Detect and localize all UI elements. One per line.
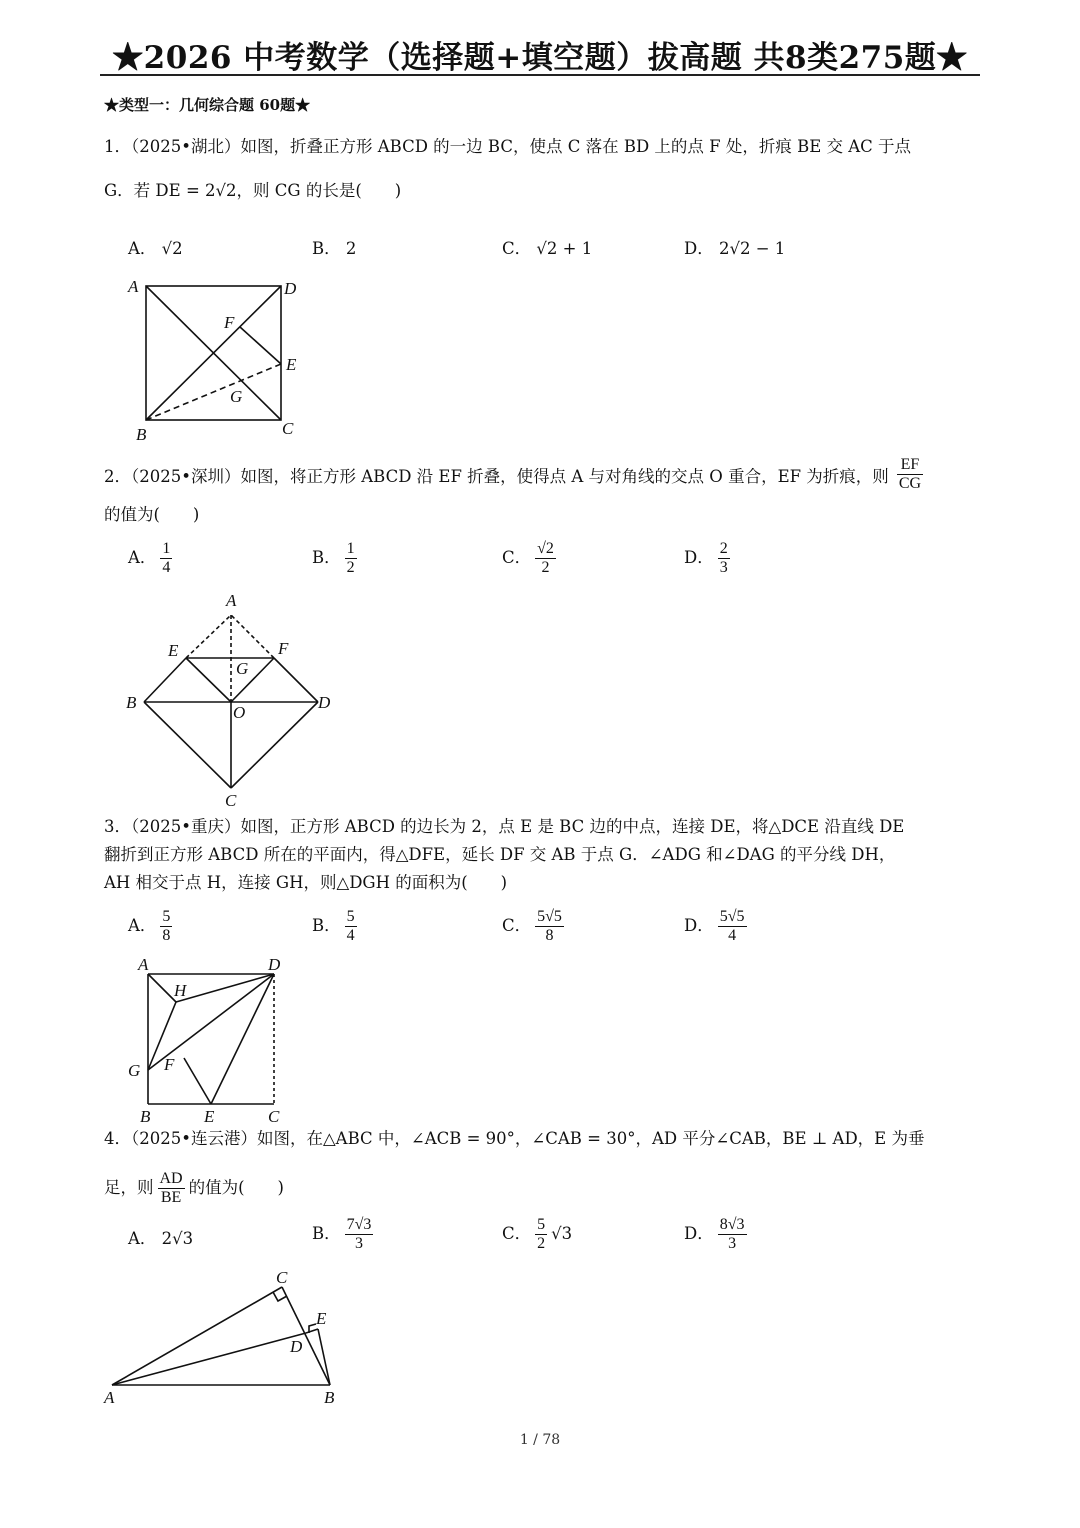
q4-option-a[interactable]: A． 2√3 <box>128 1229 194 1248</box>
q1-stem-line-1: 1．（2025•湖北）如图，折叠正方形 ABCD 的一边 BC，使点 C 落在 BD 上的点 F 处，折痕 BE 交 AC 于点 <box>104 137 912 156</box>
q4-option-c[interactable]: C． $\frac{5}{2}$ √3 <box>502 1216 573 1252</box>
q2-stem-line-2: 的值为( ) <box>104 505 200 524</box>
q4-option-b[interactable]: B． $\frac{7√3}{3}$ <box>312 1216 372 1252</box>
q3-label-e: E <box>204 1107 215 1126</box>
q2-stem-line-1: 2．（2025•深圳）如图，将正方形 ABCD 沿 EF 折叠，使得点 A 与对角线的交点 O 重合，EF 为折痕，则 $\frac{EF}{CG}$ <box>104 456 922 492</box>
q1-option-c[interactable]: C． √2 + 1 <box>502 239 593 258</box>
q3-label-a: A <box>138 955 149 974</box>
q2-option-c[interactable]: C． $\frac{√2}{2}$ <box>502 540 554 576</box>
q3-label-f: F <box>164 1055 175 1074</box>
q3-stem-line-2: 翻折到正方形 ABCD 所在的平面内，得△DFE，延长 DF 交 AB 于点 G．∠ADG 和∠DAG 的平分线 DH， <box>104 845 896 864</box>
q4-option-d[interactable]: D． $\frac{8√3}{3}$ <box>684 1216 745 1252</box>
q3-option-d[interactable]: D． $\frac{5√5}{4}$ <box>684 908 745 944</box>
q2-figure <box>122 590 337 810</box>
q3-label-d: D <box>268 955 281 974</box>
q2-label-o: O <box>233 703 246 722</box>
section-heading: ★类型一：几何综合题 60题★ <box>104 96 311 114</box>
q3-label-g: G <box>128 1061 141 1080</box>
q2-option-b[interactable]: B． $\frac{1}{2}$ <box>312 540 355 576</box>
title-divider <box>100 74 980 76</box>
q1-label-f: F <box>224 313 235 332</box>
q2-ratio-fraction: $\frac{EF}{CG}$ <box>898 456 922 492</box>
q1-stem-line-2: G．若 DE = 2√2，则 CG 的长是( ) <box>104 181 402 200</box>
q2-label-d: D <box>318 693 331 712</box>
q2-label-e: E <box>168 641 179 660</box>
q1-label-d: D <box>284 279 297 298</box>
q1-figure <box>120 272 320 447</box>
q1-label-e: E <box>286 355 297 374</box>
q3-label-h: H <box>174 981 187 1000</box>
q3-stem-line-1: 3．（2025•重庆）如图，正方形 ABCD 的边长为 2，点 E 是 BC 边的中点，连接 DE，将△DCE 沿直线 DE <box>104 817 905 836</box>
q2-label-a: A <box>226 591 237 610</box>
q2-label-c: C <box>225 791 237 810</box>
q2-option-a[interactable]: A． $\frac{1}{4}$ <box>128 540 171 576</box>
q2-option-d[interactable]: D． $\frac{2}{3}$ <box>684 540 728 576</box>
q2-label-g: G <box>236 659 249 678</box>
q4-label-c: C <box>276 1268 288 1287</box>
q1-option-b[interactable]: B． 2 <box>312 239 357 258</box>
q2-label-b: B <box>126 693 137 712</box>
q1-option-a[interactable]: A． √2 <box>128 239 183 258</box>
page-number: 1 / 78 <box>519 1432 561 1448</box>
q1-label-g: G <box>230 387 243 406</box>
page-title: ★2026 中考数学（选择题+填空题）拔高题 共8类275题★ <box>112 40 968 76</box>
q3-label-b: B <box>140 1107 151 1126</box>
q4-stem-line-2: 足，则 $\frac{AD}{BE}$ 的值为( ) <box>104 1170 284 1206</box>
q3-stem-line-3: AH 相交于点 H，连接 GH，则△DGH 的面积为( ) <box>104 873 508 892</box>
q4-label-e: E <box>316 1309 327 1328</box>
q4-label-a: A <box>104 1388 115 1407</box>
q1-label-c: C <box>282 419 294 438</box>
q3-option-b[interactable]: B． $\frac{5}{4}$ <box>312 908 355 944</box>
q4-label-b: B <box>324 1388 335 1407</box>
q3-label-c: C <box>268 1107 280 1126</box>
q3-figure <box>122 954 292 1129</box>
q1-label-a: A <box>128 277 139 296</box>
q1-label-b: B <box>136 425 147 444</box>
q4-stem-line-1: 4．（2025•连云港）如图，在△ABC 中，∠ACB = 90°，∠CAB = 30°，AD 平分∠CAB，BE ⊥ AD，E 为垂 <box>104 1129 925 1148</box>
q3-option-c[interactable]: C． $\frac{5√5}{8}$ <box>502 908 562 944</box>
q4-ratio-fraction: $\frac{AD}{BE}$ <box>159 1170 183 1206</box>
q3-option-a[interactable]: A． $\frac{5}{8}$ <box>128 908 171 944</box>
q4-figure <box>100 1266 350 1411</box>
q1-option-d[interactable]: D． 2√2 − 1 <box>684 239 786 258</box>
q2-label-f: F <box>278 639 289 658</box>
q4-label-d: D <box>290 1337 303 1356</box>
